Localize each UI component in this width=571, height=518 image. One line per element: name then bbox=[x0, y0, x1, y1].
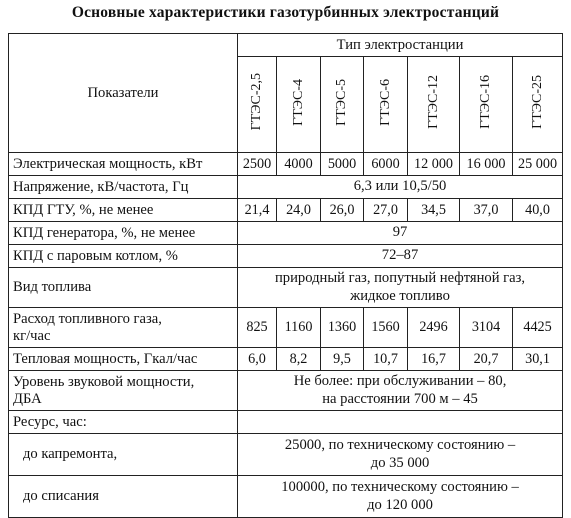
cell-line: на расстоянии 700 м – 45 bbox=[322, 390, 478, 407]
cell-value: 825 bbox=[238, 308, 277, 348]
row-label: Вид топлива bbox=[9, 268, 238, 308]
cell-value: 2500 bbox=[238, 153, 277, 176]
row-label-line: Расход топливного газа, bbox=[13, 310, 162, 327]
characteristics-table bbox=[8, 33, 563, 518]
row-writeoff bbox=[9, 476, 563, 518]
type-header: Тип электростанции bbox=[238, 34, 563, 57]
type-gtes-5: ГТЭС-5 bbox=[321, 57, 364, 153]
cell-value bbox=[238, 476, 563, 518]
row-fuel-type bbox=[9, 268, 563, 308]
row-power bbox=[9, 153, 563, 176]
row-label: до списания bbox=[9, 476, 238, 518]
row-label: Ресурс, час: bbox=[9, 411, 238, 434]
row-label-line: Уровень звуковой мощности, bbox=[13, 373, 195, 390]
cell-line: Не более: при обслуживании – 80, bbox=[293, 373, 507, 389]
cell-value: 16,7 bbox=[408, 348, 460, 371]
row-overhaul bbox=[9, 434, 563, 476]
cell-value bbox=[238, 268, 563, 308]
indicators-header: Показатели bbox=[9, 34, 238, 153]
row-heat-power bbox=[9, 348, 563, 371]
row-sound-power bbox=[9, 371, 563, 411]
cell-line: природный газ, попутный нефтяной газ, bbox=[275, 270, 526, 286]
cell-value: 3104 bbox=[460, 308, 513, 348]
row-label: КПД генератора, %, не менее bbox=[9, 222, 238, 245]
row-label-line: ДБА bbox=[13, 390, 42, 407]
cell-value: 4000 bbox=[277, 153, 321, 176]
cell-value bbox=[238, 434, 563, 476]
type-gtes-4: ГТЭС-4 bbox=[277, 57, 321, 153]
row-label bbox=[9, 308, 238, 348]
cell-value: 25 000 bbox=[513, 153, 563, 176]
cell-value: 12 000 bbox=[408, 153, 460, 176]
cell-value: 9,5 bbox=[321, 348, 364, 371]
cell-line: 100000, по техническому состоянию – bbox=[281, 479, 519, 495]
cell-line: жидкое топливо bbox=[350, 287, 450, 304]
row-resource bbox=[9, 411, 563, 434]
cell-value: 5000 bbox=[321, 153, 364, 176]
cell-value: 40,0 bbox=[513, 199, 563, 222]
row-label: КПД с паровым котлом, % bbox=[9, 245, 238, 268]
cell-value: 10,7 bbox=[364, 348, 408, 371]
row-gtu-efficiency bbox=[9, 199, 563, 222]
cell-value: 30,1 bbox=[513, 348, 563, 371]
cell-value: 21,4 bbox=[238, 199, 277, 222]
cell-value: 1560 bbox=[364, 308, 408, 348]
row-label: КПД ГТУ, %, не менее bbox=[9, 199, 238, 222]
type-gtes-25: ГТЭС-25 bbox=[513, 57, 563, 153]
row-fuel-consumption bbox=[9, 308, 563, 348]
row-label: Электрическая мощность, кВт bbox=[9, 153, 238, 176]
row-label bbox=[9, 371, 238, 411]
cell-value: 1360 bbox=[321, 308, 364, 348]
type-gtes-12: ГТЭС-12 bbox=[408, 57, 460, 153]
row-label: Напряжение, кВ/частота, Гц bbox=[9, 176, 238, 199]
cell-value: 37,0 bbox=[460, 199, 513, 222]
type-gtes-6: ГТЭС-6 bbox=[364, 57, 408, 153]
cell-empty bbox=[238, 411, 563, 434]
row-generator-efficiency bbox=[9, 222, 563, 245]
cell-value: 4425 bbox=[513, 308, 563, 348]
table-title: Основные характеристики газотурбинных электростанций bbox=[71, 4, 500, 21]
cell-value: 26,0 bbox=[321, 199, 364, 222]
cell-value: 6,3 или 10,5/50 bbox=[238, 176, 563, 199]
cell-value: 27,0 bbox=[364, 199, 408, 222]
cell-line: до 35 000 bbox=[370, 454, 430, 471]
type-gtes-16: ГТЭС-16 bbox=[460, 57, 513, 153]
cell-value: 24,0 bbox=[277, 199, 321, 222]
cell-value bbox=[238, 371, 563, 411]
cell-value: 20,7 bbox=[460, 348, 513, 371]
cell-value: 2496 bbox=[408, 308, 460, 348]
cell-line: до 120 000 bbox=[367, 496, 433, 513]
cell-value: 6000 bbox=[364, 153, 408, 176]
row-label: до капремонта, bbox=[9, 434, 238, 476]
cell-value: 34,5 bbox=[408, 199, 460, 222]
row-label-line: кг/час bbox=[13, 327, 51, 344]
row-boiler-efficiency bbox=[9, 245, 563, 268]
cell-value: 97 bbox=[238, 222, 563, 245]
cell-value: 8,2 bbox=[277, 348, 321, 371]
cell-value: 6,0 bbox=[238, 348, 277, 371]
row-voltage bbox=[9, 176, 563, 199]
row-label: Тепловая мощность, Гкал/час bbox=[9, 348, 238, 371]
cell-value: 16 000 bbox=[460, 153, 513, 176]
cell-line: 25000, по техническому состоянию – bbox=[284, 437, 516, 453]
header-row-1 bbox=[9, 34, 563, 57]
cell-value: 72–87 bbox=[238, 245, 563, 268]
cell-value: 1160 bbox=[277, 308, 321, 348]
type-gtes-2-5: ГТЭС-2,5 bbox=[238, 57, 277, 153]
